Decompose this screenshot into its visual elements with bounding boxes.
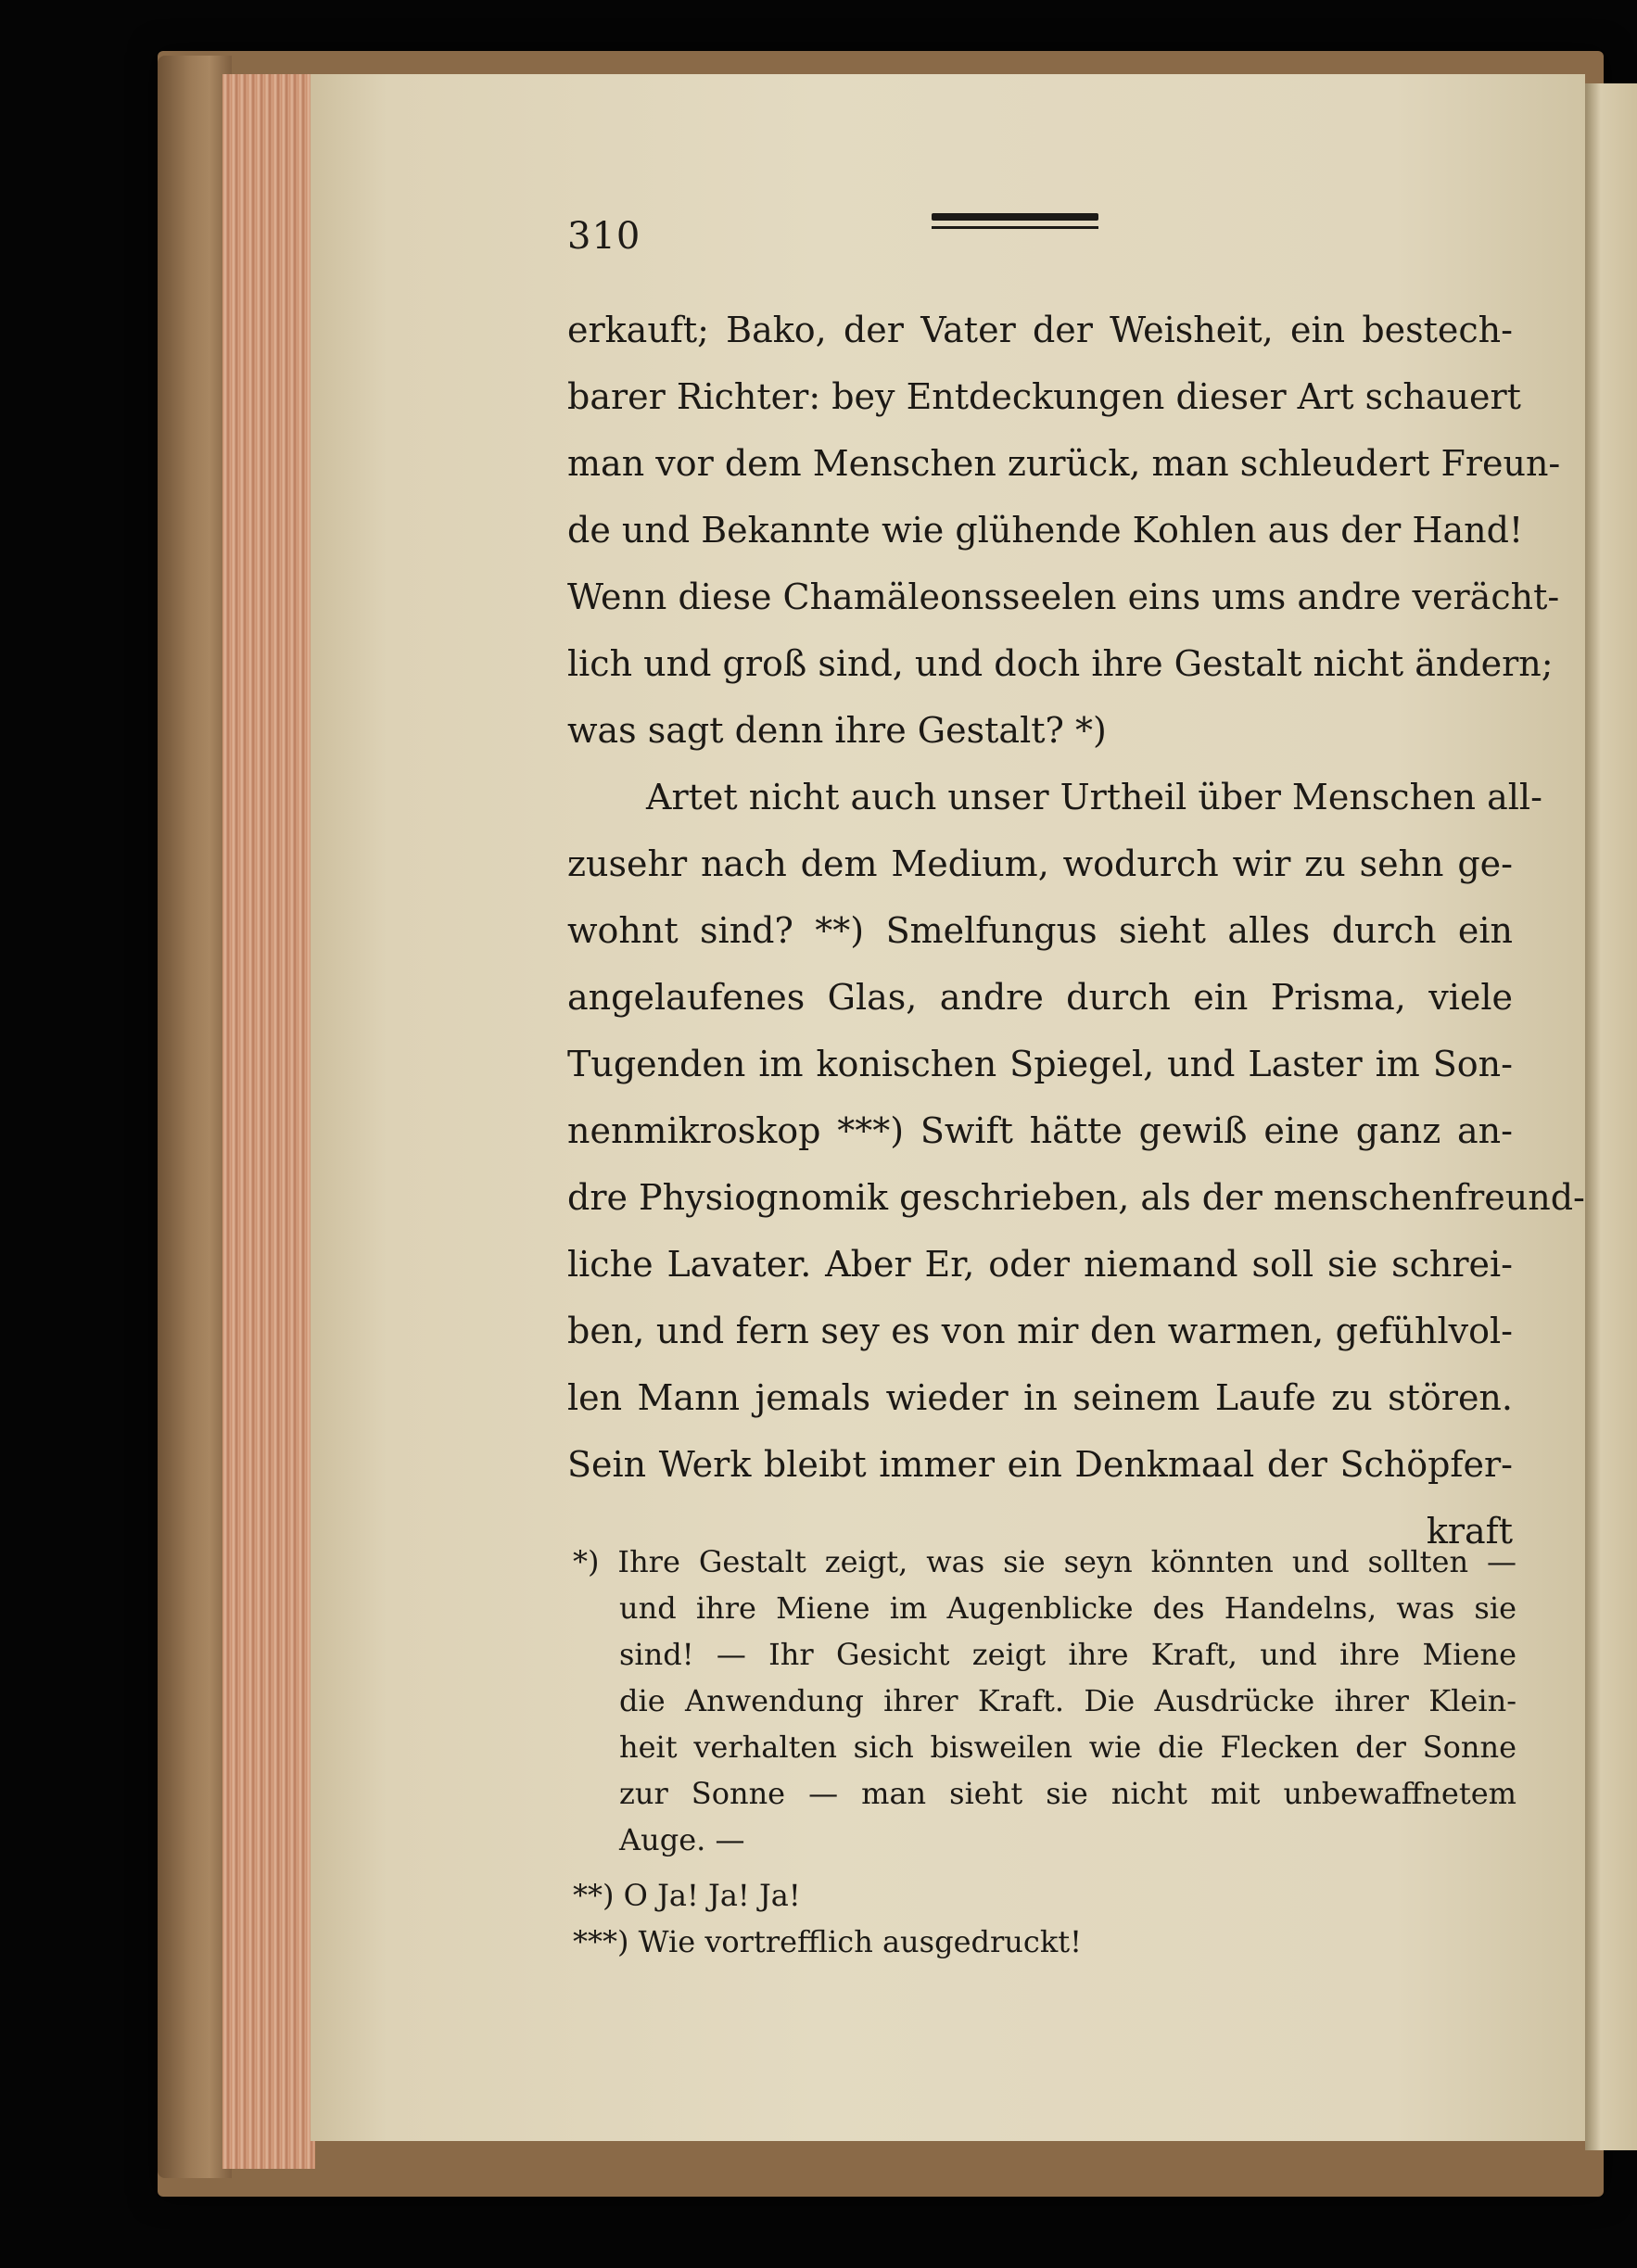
body-text [567,297,1585,1565]
body-line: barer Richter: bey Entdeckungen dieser Art schauert [567,376,1521,417]
footnote-line: und ihre Miene im Augenblicke des Handelns, was sie [619,1590,1516,1626]
book-spine [158,56,232,2178]
body-line: de und Bekannte wie glühende Kohlen aus der Hand! [567,510,1524,551]
body-line: Artet nicht auch unser Urtheil über Menschen all- [646,777,1542,817]
footnote-line: *) Ihre Gestalt zeigt, was sie seyn könnten und sollten — [573,1544,1516,1579]
body-line: man vor dem Menschen zurück, man schleudert Freun- [567,443,1561,484]
body-line: angelaufenes Glas, andre durch ein Prisma, viele [567,977,1513,1018]
page-number: 310 [567,215,641,258]
footnote-line: zur Sonne — man sieht sie nicht mit unbewaffnetem [619,1776,1516,1811]
body-line: lich und groß sind, und doch ihre Gestalt nicht ändern; [567,643,1554,684]
footnote-2: **) O Ja! Ja! Ja! [573,1878,801,1913]
body-line: ben, und fern sey es von mir den warmen, gefühlvol- [567,1311,1513,1351]
catchword: kraft [1426,1511,1513,1552]
header-rule-thick [932,213,1098,221]
header-rule-thin [932,226,1098,229]
footnote-line: heit verhalten sich bisweilen wie die Flecken der Sonne [619,1730,1516,1765]
header-rule [932,213,1098,229]
body-line: len Mann jemals wieder in seinem Laufe zu stören. [567,1377,1513,1418]
body-line: erkauft; Bako, der Vater der Weisheit, ein bestech- [567,310,1513,350]
body-line: Tugenden im konischen Spiegel, und Laster im Son- [567,1044,1513,1084]
body-line: dre Physiognomik geschrieben, als der menschenfreund- [567,1177,1585,1218]
body-line: Sein Werk bleibt immer ein Denkmaal der Schöpfer- [567,1444,1513,1485]
footnote-line: Auge. — [619,1822,745,1857]
body-line: was sagt denn ihre Gestalt? *) [567,710,1107,751]
body-line: Wenn diese Chamäleonsseelen eins ums andre verächt- [567,577,1560,617]
body-line: zusehr nach dem Medium, wodurch wir zu sehn ge- [567,843,1513,884]
page-edges [222,74,315,2169]
footnotes [573,1539,1516,1965]
footnote-line: sind! — Ihr Gesicht zeigt ihre Kraft, und ihre Miene [619,1637,1516,1672]
footnote-3: ***) Wie vortrefflich ausgedruckt! [573,1924,1082,1959]
body-line: wohnt sind? **) Smelfungus sieht alles durch ein [567,910,1513,951]
footnote-line: die Anwendung ihrer Kraft. Die Ausdrücke ihrer Klein- [619,1683,1516,1718]
facing-page-edge [1585,83,1637,2150]
body-line: liche Lavater. Aber Er, oder niemand soll sie schrei- [567,1244,1513,1285]
body-line: nenmikroskop ***) Swift hätte gewiß eine ganz an- [567,1110,1513,1151]
